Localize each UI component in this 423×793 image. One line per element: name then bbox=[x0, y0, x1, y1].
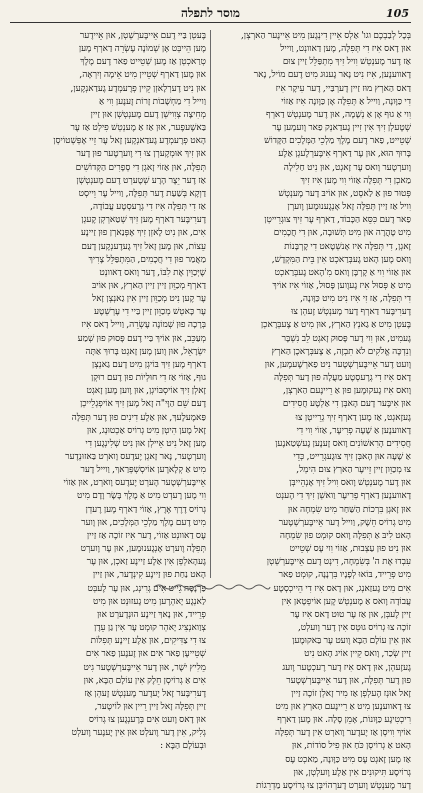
text-line: גֶעמִיט, אוּן וִוי דֶער פָּסוּק זָאגְט לֵב נִשְׁבָּר bbox=[281, 333, 411, 344]
text-line: עֵצוֹת, אוּן מֶען זָאל זִיךְ גֶעדֶענְקֶען דֶעם bbox=[81, 241, 206, 252]
text-line: גְלִיק, אִין דֶער וֶועלְט אוּן אִין יֶענֶער וֶועלְט bbox=[71, 728, 206, 739]
text-line: אוּן דֶער מֶענְטְשׁ וָואס וִויל זִיךְ אָנְהֵייבְּן bbox=[289, 478, 411, 489]
text-line: אַ שָׁעָה אוּן הָאבְּן זִיךְ צוּגֶעגְרֵייט, כְּדֵי bbox=[293, 452, 411, 462]
text-line: דֶערִיבֶּער דַארְף דֶער מֶענְטְשׁ זֶעהְן צוּ bbox=[290, 307, 411, 318]
text-line: וִויל אַז זַיין תְּפִלָּה זָאל אָנְגֶענוּמֶען וֶוערְן bbox=[287, 202, 411, 213]
footer-ornament bbox=[0, 583, 423, 594]
text-line: עֶס דַאוונְט אַזוֹי, דֶער אִיז זוֹכֶה אַז זַיין bbox=[86, 530, 206, 541]
text-line: גֶעזֶעהְן, אוּן דָאס אִיז דֶער רֶעכְטֶער וֶועג bbox=[282, 662, 411, 673]
text-line: דַארְף מְכַוֵּון זַיין זַיין הַארְץ, אוּן אוֹיבּ bbox=[92, 280, 206, 291]
text-line: זוֹכֶה צוּ גְרוֹיס גוּטְס אִין דֶער וֶועלְט, bbox=[297, 623, 411, 634]
text-line: דַוְקָא בְּשַׁעַת דֶער תְּפִלָּה, וַוייל עֶר וֵייסְט bbox=[78, 188, 206, 199]
text-line: אַז דֶער מֶענְטְשׁ וִויל זִיךְ מִתְפַּלֵּל זַיין צוּם bbox=[282, 57, 411, 68]
text-line: אוּן זָאגְן בִּרְכוֹת הַשַּׁחַר מִיט שִׂמְחָה אוּן bbox=[287, 504, 411, 515]
text-line: שְׁטֶעלְן זִיךְ אִין זִיין גֶעדַאנְק פַאר וֶועמֶען עֶר bbox=[272, 123, 411, 134]
text-line: זָאל אוּנְז הֶעלְפְן אַז מִיר זָאלְן זוֹכֶה זַיין bbox=[291, 688, 411, 699]
text-line: בְּכָל לְבַבְכֶם וגו' אַלְס אֵיין דִינְגֶען מִיט אֵיינֶער הַארְצְן, bbox=[240, 31, 411, 41]
text-line: הָאט נַחַת פוּן זַיינֶע קִינְדֶער, אוּן זַיין bbox=[92, 570, 206, 581]
text-line: שְׁטֵייט, פַאר דֶעם מֶלֶךְ מַלְכֵי הַמְּלָכִים הַקָּדוֹשׁ bbox=[264, 136, 411, 147]
text-line: מִיט דֶעם מֶלֶךְ מַלְכֵי הַמְּלָכִים, אוּן וֶוער bbox=[81, 517, 206, 528]
text-line: דִי כַּוָּונָה, וַוייל אַ תְּפִלָּה אָן כַּוָּונָה אִיז אַזוֹי bbox=[281, 96, 411, 107]
text-line: גֶעזָאגְט, אַז מֶען דַארְף זִיךְ גְרֵייטְן צוּ bbox=[295, 412, 411, 423]
text-line: דַאס הַארְץ מוּז זַיין דֶערְבַּיי, דֶער עִיקָר אִיז bbox=[275, 83, 411, 94]
text-line: אַז מֶען זָאגְט עֶס מִיט כַּוָּונָה, מַאכְט עֶס bbox=[285, 754, 411, 765]
text-line: גוּף, אַזוֹי אַז דִי חוּלְיוֹת פוּן דֶעם רוּקְן bbox=[91, 373, 206, 384]
text-line: זַיין שְׂכַר, וָואס קֵיין אוֹיג הָאט נִיט bbox=[304, 649, 411, 660]
page-number: 105 bbox=[386, 7, 409, 20]
left-column bbox=[10, 30, 206, 752]
text-line: וִוי אַ גוּף אָן אַ נְשָׁמָה, אוּן דֶער מֶענְטְשׁ דַארְף bbox=[265, 109, 411, 120]
text-line: אוּן דָאס וֶועט אִים בְּרֶענְגֶען צוּ גְרוֹיס bbox=[88, 715, 206, 726]
wavy-rule-icon bbox=[152, 583, 272, 591]
text-line: תְּפִלָּה, אוּן אַזוֹי זָאגְן דִי סְפָרִים הַקְּדוֹשִׁים bbox=[75, 162, 206, 173]
text-line: וְנִדְכֶּה אֱלֹקִים לֹא תִבְזֶה, אַ צֶעבְּרָאכֶן הַארְץ bbox=[271, 346, 411, 357]
text-line: פְרֵייד, אוּן נָאךְ זַיינֶע הוּנְדֶערְט אוּן bbox=[97, 609, 206, 620]
text-line: דָאס אִיז דִי גְרֶעסְטֶע מַעֲלָה פוּן דֶער תְּפִלָּה bbox=[273, 373, 411, 384]
text-line: זָאל מֶען הִיטְן מִיט גְרוֹיס אַכְטוּנְג, אוּן bbox=[86, 425, 206, 436]
text-line: רִיכְטִיגֶע כַּוָּונוֹת, אָמֵן סֶלָה. אוּן מֶען דַארְף bbox=[277, 715, 411, 726]
text-line: דִי תְּפִלָּה, אַז זִי אִיז נִיט מִיט כַּוָּונָה, bbox=[300, 294, 411, 305]
text-line: מִיט אַ קְלָארֶען אוֹיסְשְׁפְּרַאךְ, וַוייל דֶער bbox=[80, 465, 206, 476]
text-line: אִים מִיט גֶעזַאנְג, אוּן דָאס אִיז דִי הֵייכְסְטֶע bbox=[273, 583, 411, 594]
text-line: עֶר קֶען נִיט מְכַוֵּון זַיין אִין גַאנְצְן זָאל bbox=[92, 294, 206, 305]
text-line: עִבְדוּ אֶת ה' בְּשִׂמְחָה, דִינְט דֶעם אֵייבֶּערְשְׁטְן bbox=[266, 557, 411, 568]
text-line: אוּן אִין עוֹלָם הַבָּא וֶועט עֶר בַּאקוּמֶען bbox=[292, 636, 411, 647]
text-line: דֶערִיבֶּער דַארְף מֶען זִיךְ שְׁטַארְקְן קֶעגְן bbox=[81, 215, 206, 226]
text-line: דָאווענֶען אַ שָׁעָה פְרִיעֶר, אַזוֹי וִוי דִי bbox=[296, 425, 411, 436]
text-line: וָואס אִיז גֶעקוּמֶען פוּן אַ רֵיינֶעם הַארְצְן, bbox=[283, 386, 411, 397]
text-line: הָאט לִיבּ אַ תְּפִלָּה וָואס קוּמְט פוּן שִׂמְחָה bbox=[279, 530, 411, 541]
text-line: אִים, אוּן נִיט לָאזְן זִיךְ אָפְּנַארְן פוּן זַיינֶע bbox=[80, 228, 206, 239]
text-line: אוּן נִיט פוּן עַצְבוּת, אַזוֹי וִוי עֶס שְׁטֵייט bbox=[289, 544, 411, 555]
text-line: אוּן מֶען דַארְף שְׁטֵיין מִיט אֵימָה וְיִרְאָה, bbox=[79, 70, 206, 81]
text-line: בֶּעטְן בַּיי דֶעם אֵייבֶּערְשְׁטְן, אוּן אֵיידֶער bbox=[79, 31, 206, 41]
text-line: אֵייבֶּערְשְׁטֶער הֶערְט יֶעדֶעס וָוארְט, אוּן אַזוֹי bbox=[63, 478, 206, 489]
running-title: מוסר לתפלה bbox=[180, 6, 241, 20]
text-line: יִשְׂרָאֵל, אוּן וֶוען מֶען זָאגְט בָּרוּךְ אַתָּה bbox=[85, 346, 206, 357]
text-line: פַּרְנָסָה גֵייט אִים גְרִינְג, אוּן עֶר לֶעבְּט bbox=[87, 583, 206, 594]
text-line: לַאנְגֶע יָאהְרֶען מִיט גֶעזוּנְט אוּן מִיט bbox=[92, 596, 206, 607]
text-line: אַז דִי תְּפִלָּה אִיז דִי גְרֶעסְטֶע עֲבוֹדָה, bbox=[90, 202, 206, 213]
text-line: גְרוֹיסֶע תִּיקוּנִים אִין אַלֶע וֶועלְטְן, אוּן bbox=[293, 767, 411, 778]
text-line: מִיט אַ פְּסוּל אִיז גֶעוֶוען פָּסוּל, אַזוֹי אִיז אוֹיךְ bbox=[272, 280, 411, 291]
text-line: בְּרָכָה פוּן שְׁמוֹנֶה עֶשְׂרֵה, וַוייל דָאס אִיז bbox=[81, 320, 206, 331]
text-line: פַּאמֶעלֶעךְ, אוּן אַלֶע דִינִים פוּן דֶער תְּפִלָּה bbox=[71, 412, 206, 423]
text-line: בָּרוּךְ הוּא, אוּן עֶר דַארְף אִיבֶּערְלֶעגְן אַלֶע bbox=[278, 149, 411, 160]
text-line: גֶעהָאלְפְן אִין אַלֶע זַיינֶע זַאכְן, אוּן עֶר bbox=[86, 557, 206, 568]
text-line: בֶּעטְן מִיט אַ גַאנְץ הַארְץ, אוּן מִיט אַ צֶעבְּרָאכְן bbox=[260, 320, 411, 331]
text-line: דָאווענֶען דַארְף פְרִיעֶר וַואשְׁן זִיךְ דִי הֶענְט bbox=[275, 491, 411, 502]
text-line: חֲסִידִים הָרִאשׁוֹנִים וָואס זֶענֶען גֶעשְׁטַאנֶען bbox=[275, 438, 411, 449]
text-line: עֲבוֹדָה וָואס אַ מֶענְטְשׁ קֶען אוֹיפְטָאן אִין bbox=[281, 596, 411, 607]
text-line: דֶער מֶענְטְשׁ וֶוערְט דֶערְהוֹיבְּן צוּ גְרוֹיסֶע מַדְרֵגוֹת bbox=[256, 780, 411, 791]
text-line: מִיט גְרוֹיס חֵשֶׁק, וַוייל דֶער אֵייבֶּערְשְׁטֶער bbox=[278, 517, 411, 528]
text-line: פַאר דֶעם כִּסֵּא הַכָּבוֹד, דַארְף עֶר זִיךְ צוּגְרֵייטְן bbox=[264, 215, 411, 226]
text-line: אוֹיךְ וִויסְן אַז יֶעדֶער וָוארְט אִין דֶער תְּפִלָּה bbox=[275, 728, 411, 739]
text-line: מֵלִיץ יֹשֶׁר, אוּן דֶער אֵייבֶּערְשְׁטֶער גִיט bbox=[83, 662, 206, 673]
right-column bbox=[215, 30, 411, 791]
text-line: שֶׁיְּכַוֵּין אֶת לִבּוֹ, דֶער וָואס דַאוונְט bbox=[99, 267, 206, 278]
text-line: אוּן נִיט דֶערְלָאזְן קֵיין פְרֶעמְדֶע גֶעדַאנְקֶען, bbox=[70, 83, 206, 94]
text-line: אוּן אַזוֹי וִוי אַ קָרְבָּן וָואס מִ'הָאט גֶעבְּרַאכְט bbox=[274, 267, 411, 278]
text-line: דֶערִיבֶּער זָאל יֶעדֶער מֶענְטְשׁ זֶעהְן אַז bbox=[84, 688, 206, 699]
text-line: אוּן זִיךְ אוּמְקֶערְן צוּ דִי וֶוערְטֶער פוּן דֶער bbox=[76, 149, 206, 160]
text-line: דַארְף מֶען זִיךְ בּוֹיגְן מִיט דֶעם גַאנְצְן bbox=[91, 359, 206, 370]
text-line: מְעַכֵּב, אוּן אוֹיךְ בַּיי דֶעם פָּסוּק פוּן שְׁמַע bbox=[77, 333, 206, 344]
page-header bbox=[10, 6, 411, 23]
text-line: גְרוֹיס דֶרֶךְ אֶרֶץ, אַזוֹי דַארְף מֶען רֶעדְן bbox=[85, 504, 206, 515]
text-line: צוּ מְכַוֵּון זַיין זֵייעֶר הַארְץ צוּם הִימְל, bbox=[296, 465, 411, 476]
text-line: אַז דֶער יֵצֶר הָרָע שְׁטֶערְט דֶעם מֶענְטְשְׁן bbox=[76, 175, 206, 186]
text-line: בַּאשֶׁעפֶער, אוּן אַז אַ מֶענְטְשׁ פִילְט אַז עֶר bbox=[70, 123, 206, 134]
text-line: מַאכְן דִי תְּפִלָּה אַזוֹי וִוי מֶען אִיז זִיךְ bbox=[300, 175, 411, 186]
text-line: צְוַואנְצִיג יָאהְר קוּמְט עֶר אִין גַן עֵדֶן bbox=[93, 623, 206, 634]
text-line: וֶוערְטֶער וָואס עֶר זָאגְט, אוּן נִיט חַלִילָה bbox=[283, 162, 411, 173]
text-line: צוּ דִי צַדִּיקִים, אוּן אַלֶע זַיינֶע תְּפִלּוֹת bbox=[90, 636, 206, 647]
text-line: וִוי מֶען רֶעדְט מִיט אַ מֶלֶךְ בָּשָׂר וָדָם מִיט bbox=[77, 491, 206, 502]
text-line: זָאלְן זִיךְ אוֹיסְבּוֹיגְן, אוּן וֶוען מֶען זָאגְט bbox=[86, 386, 206, 397]
text-line: וַוייל דִי מַחְשָׁבוֹת זָרוֹת זֶענֶען וִוי אַ bbox=[98, 96, 206, 107]
text-line: מִיט פְרֵייד, בּוֹאוּ לְפָנָיו בִּרְנָנָה, קוּמְט פַאר bbox=[278, 570, 411, 581]
text-line: מַאֲמַר פוּן דִי חֲכָמִים, הַמִּתְפַּלֵּל צָרִיךְ bbox=[88, 254, 206, 265]
text-line: מְחִיצָה צְוִוישְׁן דֶעם מֶענְטְשְׁן אוּן זַיין bbox=[90, 109, 206, 120]
text-line: פְּטוּר פוּן אַ לַאסְט, אוּן אוֹיבּ דֶער מֶענְטְשׁ bbox=[278, 188, 411, 199]
text-line: הָאט אַ גְרוֹיסְן כֹּחַ אוּן פִיל סוֹדוֹת, אוּן bbox=[291, 741, 411, 752]
text-line: שְׁטֵייעֶן פַאר אִים אוּן זֶענֶען פַאר אִים bbox=[85, 649, 206, 660]
text-line: מִיט טָהֳרָה אוּן מִיט תְּשׁוּבָה, אוּן דִי חֲכָמִים bbox=[273, 228, 411, 239]
text-line: זָאגְן, דִי תְּפִלָּה אִיז אָנשְׁטָאט דִי קָרְבָּנוֹת bbox=[284, 241, 411, 252]
text-line: זַיין לֶעבְּן, אוּן אַז עֶר טוּט דָאס אִיז עֶר bbox=[290, 609, 411, 620]
text-line: אוּן דָאס אִיז דִי תְּפִלָּה, מֶען דַאוונְט, וַוייל bbox=[280, 44, 411, 55]
text-line: וּבְעוֹלָם הַבָּא : bbox=[160, 741, 206, 752]
text-line: עֶר כָּאטְשׁ מְכַוֵּון זַיין בַּיי דִי עֶרְשְׁטֶע bbox=[94, 307, 206, 318]
text-line: זַיין תְּפִלָּה זָאל זַיין רֵיין אוּן לוֹיטֶער, bbox=[94, 701, 206, 712]
text-line: פוּן דֶער תְּפִלָּה, אוּן דֶער אֵייבֶּערְשְׁטֶער bbox=[286, 675, 411, 686]
text-line: צוּ דָאווענֶען מִיט אַ רֵיינֶעם הַארְץ אוּן מִיט bbox=[275, 701, 411, 712]
text-line: דָאווענֶען, אִיז נִיט נָאר גֶענוּג מִיט דֶעם מוֹיל, נָאר bbox=[253, 70, 411, 81]
text-line: מֶען זָאל נִיט אֵיילְן אוּן נִיט שְׁלִינְגֶען דִי bbox=[85, 438, 206, 449]
text-columns bbox=[10, 30, 411, 791]
text-line: מֶען הֵייבְּט אָן שְׁמוֹנֶה עֶשְׂרֵה דַארְף מֶען bbox=[78, 44, 206, 55]
text-line: הָאט פְרֶעמְדֶע גֶעדַאנְקֶען זָאל עֶר זֵיי אָפְּשְׁטוֹיסְן bbox=[53, 136, 206, 147]
text-line: דֶעם שֵׁם הַוָּי"ה זָאל מֶען זִיךְ אוֹיפְגְלֵייכְן bbox=[79, 399, 206, 410]
text-line: תְּפִלָּה וֶוערְט אָנְגֶענוּמֶען, אוּן עֶר וֶוערְט bbox=[80, 544, 206, 555]
text-line: וָואס מֶען הָאט גֶעבְּרַאכְט אִין בֵּית הַמִּקְדָשׁ, bbox=[271, 254, 411, 265]
text-line: אִים אַ גְרוֹיסְן חֵלֶק אִין עוֹלָם הַבָּא, אוּן bbox=[83, 675, 206, 686]
column-divider bbox=[210, 30, 211, 578]
text-line: אוּן אִיבֶּער דֶעם הָאבְּן דִי אַלְטֶע חֲסִידִים bbox=[282, 399, 411, 410]
text-line: טְרַאכְטְן אַז מֶען שְׁטֵייט פַאר דֶעם מֶלֶךְ bbox=[80, 57, 206, 68]
text-line: וֶועט דֶער אֵייבֶּערְשְׁטֶער נִיט פַארְשֶׁעמֶען, אוּן bbox=[264, 359, 411, 370]
text-line: וֶוערְטֶער, נָאר זָאגְן יֶעדֶעס וָוארְט בַּאזוּנְדֶער bbox=[65, 452, 206, 462]
